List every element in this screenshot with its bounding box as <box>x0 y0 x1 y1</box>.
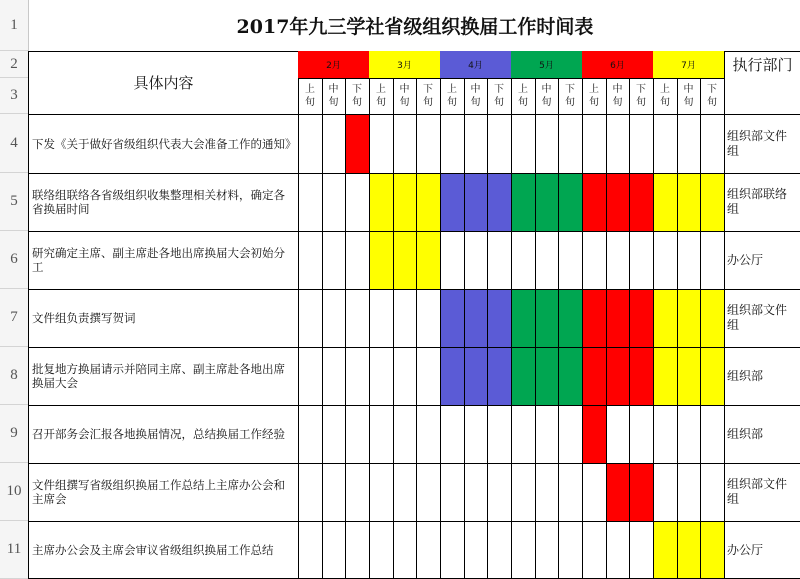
sub-period-char-1: 上 <box>376 84 386 95</box>
sub-period-header[interactable] <box>582 78 606 114</box>
grid-vline <box>558 78 559 579</box>
sub-period-header[interactable] <box>393 78 416 114</box>
sub-period-char-1: 下 <box>352 84 362 95</box>
sub-period-header[interactable] <box>440 78 464 114</box>
grid-vline <box>606 78 607 579</box>
sub-period-char-2: 旬 <box>683 97 694 108</box>
sub-period-char-2: 旬 <box>328 97 339 108</box>
sub-period-header[interactable] <box>677 78 700 114</box>
grid-vline <box>464 78 465 579</box>
sub-period-header[interactable] <box>487 78 511 114</box>
sub-period-header[interactable] <box>653 78 677 114</box>
sub-period-char-1: 中 <box>399 84 410 95</box>
grid-vline <box>535 78 536 579</box>
task-content-cell[interactable]: 联络组联络各省级组织收集整理相关材料，确定各省换届时间 <box>32 188 285 216</box>
sub-period-char-2: 旬 <box>518 97 528 108</box>
sub-period-char-2: 旬 <box>470 97 481 108</box>
task-content-cell[interactable]: 主席办公会及主席会审议省级组织换届工作总结 <box>32 543 274 557</box>
row-number[interactable]: 9 <box>0 405 28 463</box>
task-dept-cell[interactable]: 组织部文件组 <box>727 477 788 506</box>
sub-period-char-1: 中 <box>470 84 481 95</box>
sub-period-char-1: 中 <box>541 84 552 95</box>
sub-period-header[interactable] <box>511 78 535 114</box>
grid-vline <box>629 78 630 579</box>
sub-period-char-1: 中 <box>328 84 339 95</box>
row-number[interactable]: 10 <box>0 463 28 521</box>
grid-vline <box>369 78 370 579</box>
grid-vline <box>511 78 512 579</box>
sub-period-char-2: 旬 <box>589 97 599 108</box>
sub-period-header[interactable] <box>345 78 369 114</box>
sub-period-char-1: 下 <box>707 84 717 95</box>
row-number[interactable]: 8 <box>0 347 28 405</box>
sub-period-char-2: 旬 <box>376 97 386 108</box>
sub-period-header[interactable] <box>322 78 345 114</box>
task-content-cell[interactable]: 文件组负责撰写贺词 <box>32 311 136 325</box>
sub-period-header[interactable] <box>369 78 393 114</box>
sub-period-char-1: 上 <box>589 84 599 95</box>
task-dept-cell[interactable]: 组织部联络组 <box>727 187 788 216</box>
month-header[interactable]: 7月 <box>653 51 724 78</box>
sub-period-char-1: 下 <box>423 84 433 95</box>
sub-period-char-2: 旬 <box>636 97 646 108</box>
sub-period-char-2: 旬 <box>352 97 362 108</box>
task-dept-cell[interactable]: 办公厅 <box>727 252 764 267</box>
sub-period-header[interactable] <box>558 78 582 114</box>
sub-period-char-1: 中 <box>683 84 694 95</box>
sub-period-char-2: 旬 <box>565 97 575 108</box>
sub-period-char-2: 旬 <box>612 97 623 108</box>
row-number[interactable]: 5 <box>0 173 28 231</box>
task-dept-cell[interactable]: 组织部文件组 <box>727 303 788 332</box>
month-header[interactable]: 4月 <box>440 51 511 78</box>
grid-vline <box>653 78 654 579</box>
grid-vline <box>322 78 323 579</box>
task-content-cell[interactable]: 下发《关于做好省级组织代表大会准备工作的通知》 <box>32 136 297 151</box>
sub-period-char-2: 旬 <box>494 97 504 108</box>
sub-period-char-1: 下 <box>636 84 646 95</box>
sub-period-char-1: 下 <box>565 84 575 95</box>
sub-period-char-2: 旬 <box>707 97 717 108</box>
sub-period-char-1: 上 <box>518 84 528 95</box>
grid-vline <box>440 78 441 579</box>
task-dept-cell[interactable]: 组织部文件组 <box>727 128 788 158</box>
task-content-cell[interactable]: 批复地方换届请示并陪同主席、副主席赴各地出席换届大会 <box>32 362 285 390</box>
sub-period-char-2: 旬 <box>305 97 315 108</box>
sub-period-header[interactable] <box>535 78 558 114</box>
row-number[interactable]: 11 <box>0 521 28 579</box>
grid-vline <box>416 78 417 579</box>
sub-period-char-1: 下 <box>494 84 504 95</box>
month-header[interactable]: 6月 <box>582 51 653 78</box>
row-number[interactable]: 2 <box>0 51 28 78</box>
sheet-title[interactable]: 2017年九三学社省级组织换届工作时间表 <box>236 15 594 38</box>
sub-period-char-2: 旬 <box>541 97 552 108</box>
sub-period-header[interactable] <box>606 78 629 114</box>
grid-vline <box>345 78 346 579</box>
row-number[interactable]: 7 <box>0 289 28 347</box>
month-header[interactable]: 3月 <box>369 51 440 78</box>
month-header[interactable]: 5月 <box>511 51 582 78</box>
grid-vline <box>700 78 701 579</box>
row-number[interactable]: 6 <box>0 231 28 289</box>
row-number[interactable]: 3 <box>0 78 28 114</box>
task-dept-cell[interactable]: 办公厅 <box>727 542 764 557</box>
sub-period-header[interactable] <box>700 78 724 114</box>
sub-period-char-2: 旬 <box>399 97 410 108</box>
header-content[interactable]: 具体内容 <box>133 74 194 92</box>
task-content-cell[interactable]: 研究确定主席、副主席赴各地出席换届大会初始分工 <box>32 246 285 274</box>
task-content-cell[interactable]: 文件组撰写省级组织换届工作总结上主席办公会和主席会 <box>32 478 285 506</box>
row-number[interactable]: 1 <box>0 0 28 51</box>
sub-period-char-1: 上 <box>447 84 457 95</box>
sub-period-char-1: 中 <box>612 84 623 95</box>
sub-period-char-1: 上 <box>305 84 315 95</box>
sub-period-header[interactable] <box>298 78 322 114</box>
month-header[interactable]: 2月 <box>298 51 369 78</box>
task-dept-cell[interactable]: 组织部 <box>727 426 764 441</box>
sub-period-char-2: 旬 <box>423 97 433 108</box>
sub-period-char-2: 旬 <box>447 97 457 108</box>
header-dept[interactable]: 执行部门 <box>732 56 793 74</box>
task-dept-cell[interactable]: 组织部 <box>727 368 764 383</box>
grid-vline <box>487 78 488 579</box>
row-number[interactable]: 4 <box>0 114 28 173</box>
sub-period-header[interactable] <box>464 78 487 114</box>
sub-period-char-2: 旬 <box>660 97 670 108</box>
grid-vline <box>677 78 678 579</box>
grid-vline <box>298 51 299 579</box>
grid-vline <box>393 78 394 579</box>
sub-period-header[interactable] <box>416 78 440 114</box>
task-content-cell[interactable]: 召开部务会汇报各地换届情况，总结换届工作经验 <box>32 427 285 441</box>
sub-period-header[interactable] <box>629 78 653 114</box>
grid-vline <box>582 78 583 579</box>
sub-period-char-1: 上 <box>660 84 670 95</box>
